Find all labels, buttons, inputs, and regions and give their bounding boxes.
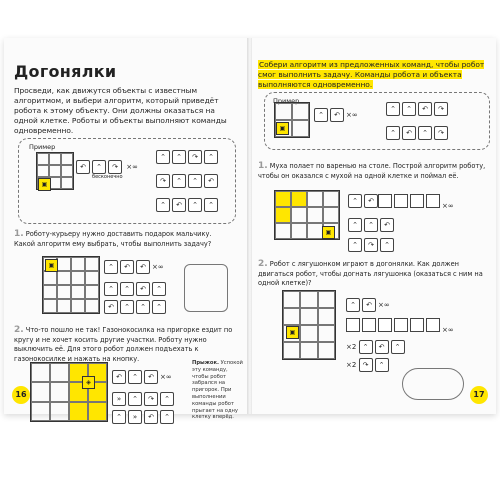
task2-text: 2. Робот с лягушонком играют в догонялки. Как должен двигаться робот, чтобы догнать лягушонка (оказаться с ним на одной клетке)? — [258, 259, 483, 287]
robot-icon: ▣ — [286, 326, 299, 339]
page-number: 16 — [12, 386, 30, 404]
example-command-pool: ⌃ ⌃ ↶ ↷ — [386, 102, 450, 116]
task1-option-a: ⌃ ⌃ ↶ ⌃ — [104, 282, 168, 296]
example-option-b: ↷ ⌃ ⌃ ↶ — [156, 174, 220, 188]
page-title: Догонялки — [14, 62, 117, 81]
task2-answer-slots: ×∞ — [346, 318, 454, 334]
robot-with-gift-illustration — [184, 264, 228, 312]
left-page — [4, 38, 249, 421]
task2-text: 2. Что-то пошло не так! Газонокосилка на пригорке ездит по кругу и не хочет косить другие участки. Роботу нужно выключить её. Для этого робот должен подъехать к газонокосилке и нажать на кнопку. — [14, 325, 233, 363]
jump-note: Прыжок. Успокой эту команду, чтобы робот забрался на пригорок. При выполнении команды робот прыгает на одну клетку вперёд. — [192, 360, 243, 421]
right-page — [252, 38, 496, 414]
task2-command-pool-b: ×2 ↷ ⌃ — [346, 358, 391, 372]
robot-icon: ▣ — [276, 122, 289, 135]
task1-command-pool-b: ⌃ ↷ ⌃ — [348, 238, 396, 252]
right-intro: Собери алгоритм из предложенных команд, чтобы робот смог выполнить задачу. Команды робота и объекта выполняются одновременно. — [258, 60, 485, 89]
task2-grid — [282, 290, 336, 360]
task2-object-commands: ↶ ⌃ ↶ ×∞ — [112, 370, 172, 384]
task1-text: 1. Муха полает по варенью на столе. Построй алгоритм роботу, чтобы он оказался с мухой на одной клетке и поймал её. — [258, 161, 486, 180]
task1-text: 1. Роботу-курьеру нужно доставить подарок мальчику. Какой алгоритм ему выбрать, чтобы выполнить задачу? — [14, 229, 212, 248]
task2-option-b: ⌃ » ↶ ⌃ — [112, 410, 176, 424]
frog-illustration — [402, 368, 464, 400]
open-book — [4, 38, 496, 421]
lawnmower-icon: ◈ — [82, 376, 95, 389]
example-option-a: ⌃ ⌃ ↷ ⌃ — [156, 150, 220, 164]
robot-icon: ▣ — [38, 178, 51, 191]
page-number: 17 — [470, 386, 488, 404]
example-answer-slots: ⌃ ↶ ⌃ ↷ — [386, 126, 450, 140]
robot-icon: ▣ — [45, 259, 58, 272]
task1-command-pool-a: ⌃ ⌃ ↶ — [348, 218, 396, 232]
example-label: Пример — [273, 97, 300, 105]
task1-option-b: ↶ ⌃ ⌃ ⌃ — [104, 300, 168, 314]
task1-answer-slots: ×∞ — [378, 194, 454, 210]
task2-frog-commands: ⌃ ↶ ×∞ — [346, 298, 390, 312]
task1-object-commands: ⌃ ↶ — [348, 194, 392, 208]
example-object-commands: ↶ ⌃ ↷ ×∞ — [76, 160, 138, 174]
example-object-commands: ⌃ ↶ ×∞ — [314, 108, 358, 122]
task2-command-pool-a: ×2 ⌃ ↶ ⌃ — [346, 340, 407, 354]
robot-icon: ▣ — [322, 226, 335, 239]
task2-option-a: » ⌃ ↷ ⌃ — [112, 392, 176, 406]
infinity-caption: бесконечно — [92, 174, 123, 180]
example-label: Пример — [29, 143, 56, 151]
task2-grid — [30, 362, 108, 422]
task1-object-commands: ⌃ ↶ ↶ ×∞ — [104, 260, 164, 274]
left-intro: Просведи, как движутся объекты с известным алгоритмом, и выбери алгоритм, который приведёт робота к этому объекту. Они должны оказаться на одной клетке. Роботы и объекты выполняют команды одновременно. — [14, 86, 227, 135]
example-option-c: ⌃ ↶ ⌃ ⌃ — [156, 198, 220, 212]
